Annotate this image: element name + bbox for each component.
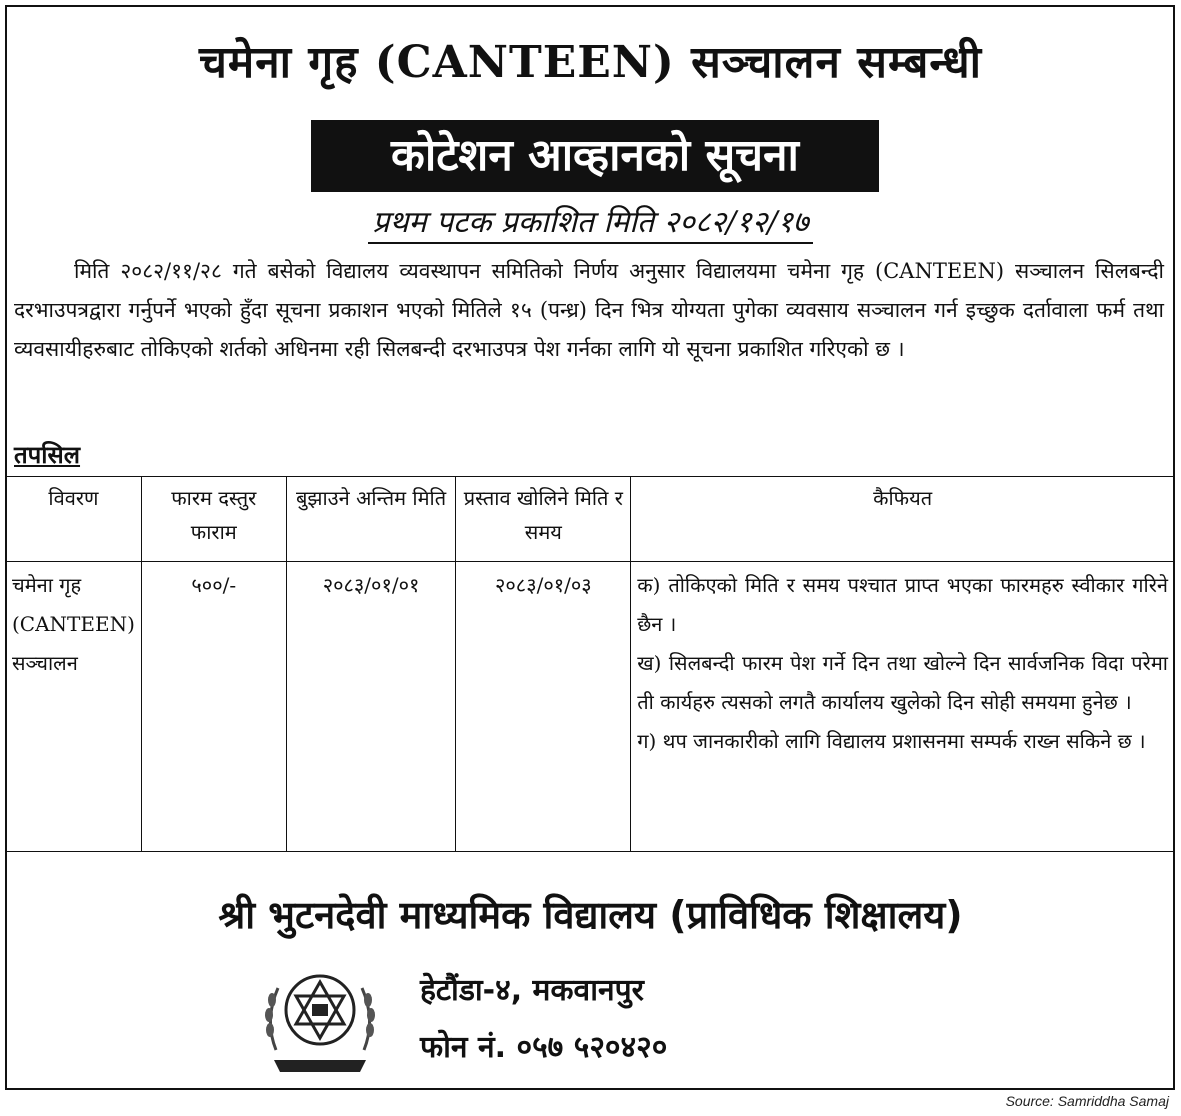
cell-remarks (631, 562, 1175, 852)
cell-deadline: २०८३/०१/०१ (286, 562, 456, 852)
school-emblem-icon (256, 960, 384, 1076)
notice-title: चमेना गृह (CANTEEN) सञ्चालन सम्बन्धी (198, 37, 983, 88)
school-name: श्री भुटनदेवी माध्यमिक विद्यालय (प्राविधिक शिक्षालय) (218, 893, 963, 937)
remark-item: ख) सिलबन्दी फारम पेश गर्ने दिन तथा खोल्ने दिन सार्वजनिक विदा परेमा ती कार्यहरु त्यसको लगतै कार्यालय खुलेको दिन सोही समयमा हुनेछ । (637, 651, 1168, 714)
remark-item: क) तोकिएको मिति र समय पश्चात प्राप्त भएका फारमहरु स्वीकार गरिने छैन । (637, 573, 1168, 636)
header-opening: प्रस्ताव खोलिने मिति र समय (456, 477, 631, 562)
cell-opening: २०८३/०१/०३ (456, 562, 631, 852)
table-header-row (6, 477, 1175, 562)
header-deadline: बुझाउने अन्तिम मिति (286, 477, 456, 562)
notice-body: मिति २०८२/११/२८ गते बसेको विद्यालय व्यवस्थापन समितिको निर्णय अनुसार विद्यालयमा चमेना गृह (CANTEEN) सञ्चालन सिलबन्दी दरभाउपत्रद्वारा गर्नुपर्ने भएको हुँदा सूचना प्रकाशन भएको मितिले १५ (पन्ध्र) दिन भित्र योग्यता पुगेका व्यवसाय सञ्चालन गर्न इच्छुक दर्तावाला फर्म तथा व्यवसायीहरुबाट तोकिएको शर्तको अधिनमा रही सिलबन्दी दरभाउपत्र पेश गर्नका लागि यो सूचना प्रकाशित गरिएको छ । (14, 259, 1164, 361)
published-date-text: प्रथम पटक प्रकाशित मिति २०८२/१२/१७ (368, 205, 812, 244)
header-fee: फारम दस्तुर फाराम (141, 477, 286, 562)
school-phone: फोन नं. ०५७ ५२०४२० (420, 1030, 668, 1065)
source-credit: Source: Samriddha Samaj (1005, 1093, 1169, 1109)
school-address: हेटौंडा-४, मकवानपुर (420, 973, 644, 1008)
header-remarks: कैफियत (631, 477, 1175, 562)
table-row (6, 562, 1175, 852)
notice-banner: कोटेशन आव्हानको सूचना (311, 120, 879, 192)
details-heading: तपसिल (14, 440, 81, 469)
cell-description: चमेना गृह (CANTEEN) सञ्चालन (6, 562, 142, 852)
published-date (0, 200, 1181, 241)
header-description: विवरण (6, 477, 142, 562)
remark-item: ग) थप जानकारीको लागि विद्यालय प्रशासनमा सम्पर्क राख्न सकिने छ । (637, 729, 1146, 753)
details-table (5, 476, 1175, 852)
cell-fee: ५००/- (141, 562, 286, 852)
